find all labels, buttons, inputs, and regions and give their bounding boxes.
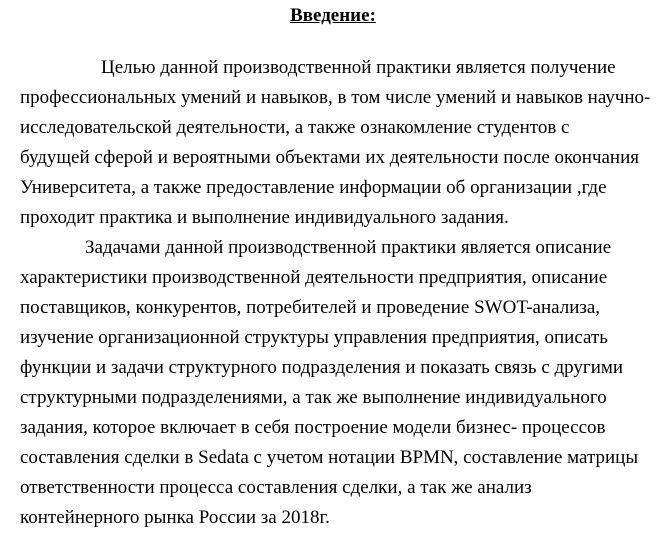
text-line: задания, которое включает в себя построение модели бизнес- процессов	[20, 417, 606, 438]
text-line: характеристики производственной деятельности предприятия, описание	[20, 267, 608, 288]
text-line: будущей сферой и вероятными объектами их деятельности после окончания	[20, 147, 640, 168]
text-line: изучение организационной структуры управления предприятия, описать	[20, 327, 608, 348]
text-line: Университета, а также предоставление информации об организации ,где	[20, 177, 607, 198]
text-line: структурными подразделениями, а так же выполнение индивидуального	[20, 387, 607, 408]
text-line: Задачами данной производственной практики является описание	[85, 237, 612, 258]
text-line: профессиональных умений и навыков, в том числе умений и навыков научно-	[20, 87, 651, 108]
section-heading: Введение:	[290, 5, 376, 26]
text-line: проходит практика и выполнение индивидуального задания.	[20, 207, 509, 228]
text-line: поставщиков, конкурентов, потребителей и проведение SWOT-анализа,	[20, 297, 601, 318]
text-line: функции и задачи структурного подразделения и показать связь с другими	[20, 357, 624, 378]
text-line: Целью данной производственной практики является получение	[101, 57, 616, 78]
text-line: составления сделки в Sedata с учетом нотации BPMN, составление матрицы	[20, 447, 639, 468]
text-line: контейнерного рынка России за 2018г.	[20, 507, 330, 528]
text-line: исследовательской деятельности, а также ознакомление студентов с	[20, 117, 570, 138]
text-line: ответственности процесса составления сделки, а так же анализ	[20, 477, 532, 498]
